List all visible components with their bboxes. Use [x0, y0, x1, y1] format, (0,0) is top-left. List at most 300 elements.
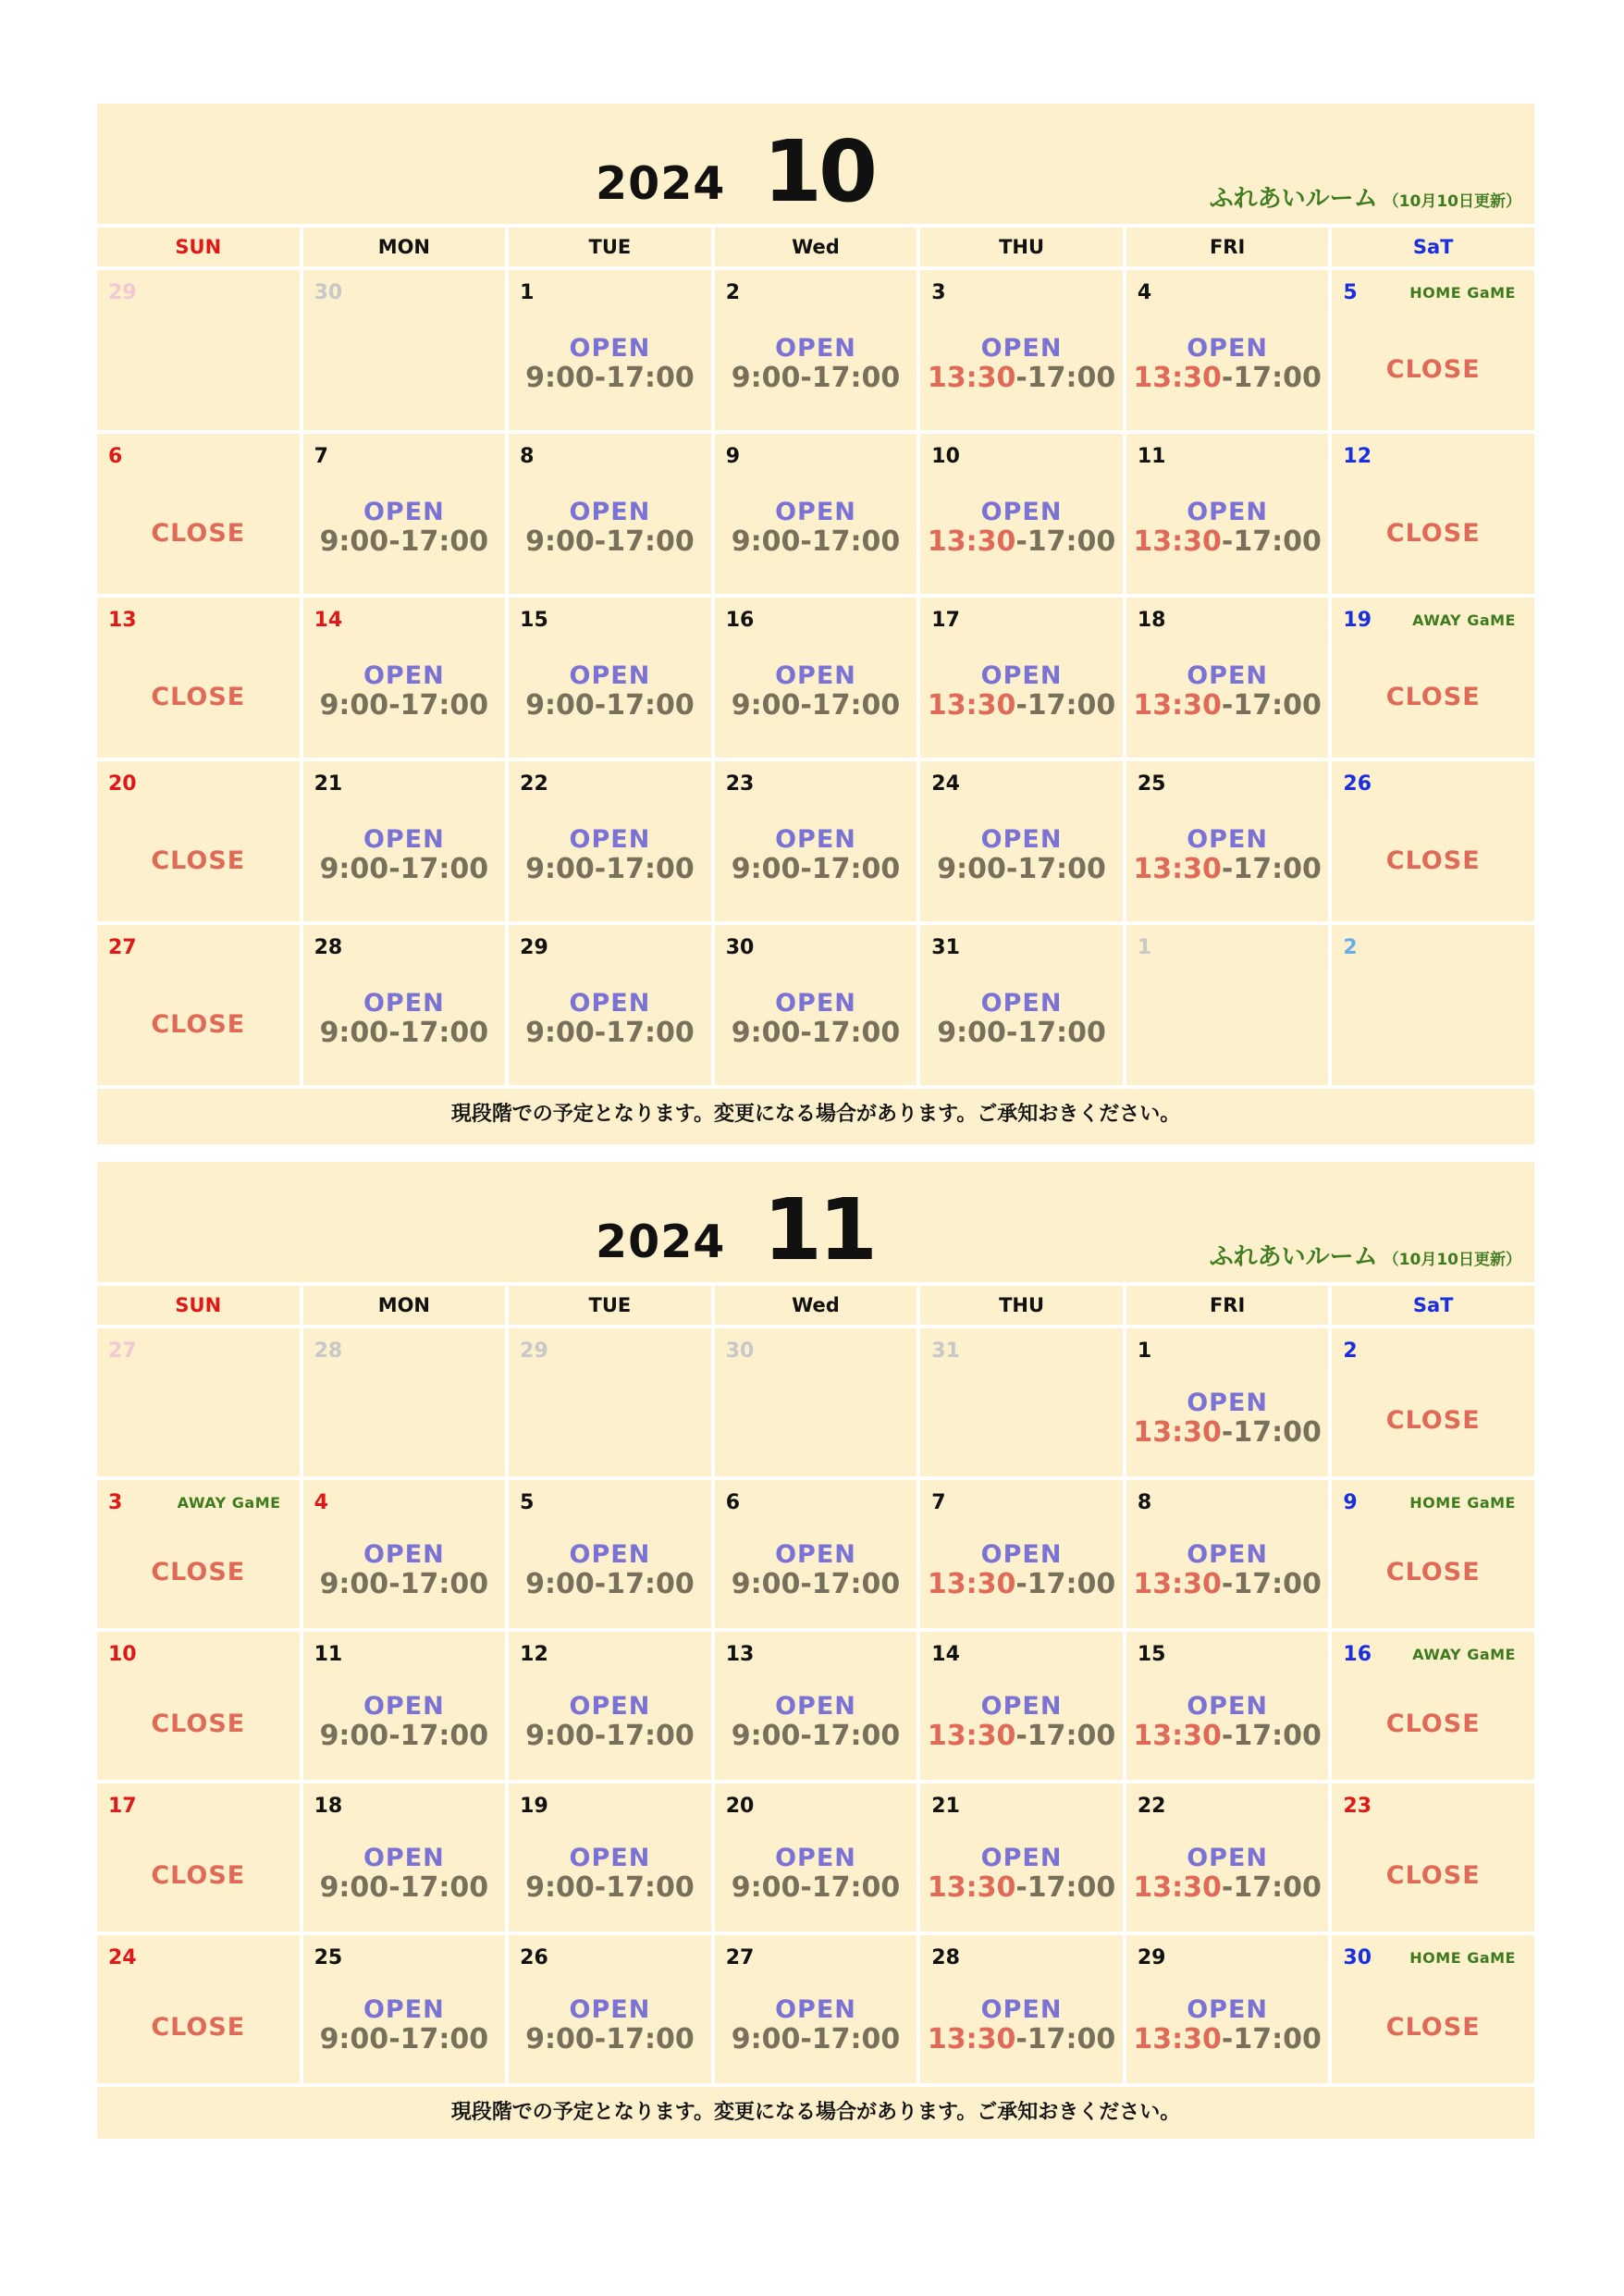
start-time: 9:00: [731, 1871, 801, 1904]
day-number: 3: [108, 1491, 123, 1514]
time-separator: -: [1005, 853, 1018, 885]
open-label: OPEN: [363, 661, 445, 690]
start-time: 9:00: [731, 525, 801, 558]
day-cell: [1126, 925, 1329, 1085]
day-cell: [509, 1480, 711, 1628]
day-cell: [97, 598, 300, 758]
calendar-month: 10: [763, 122, 875, 221]
day-cell: [1126, 434, 1329, 594]
day-number: 19: [520, 1795, 548, 1818]
day-cell: [1126, 598, 1329, 758]
end-time: 17:00: [811, 525, 901, 558]
open-label: OPEN: [980, 661, 1063, 690]
day-number: 6: [108, 445, 123, 468]
close-label: CLOSE: [151, 1010, 246, 1039]
end-time: 17:00: [811, 362, 901, 394]
open-hours: [509, 1693, 711, 1752]
day-cell: [97, 1784, 300, 1932]
time-separator: -: [1221, 362, 1234, 394]
start-time: 13:30: [1133, 362, 1222, 394]
end-time: 17:00: [1233, 689, 1322, 722]
day-cell: [920, 270, 1123, 430]
hours-range: [920, 526, 1123, 558]
hours-range: [509, 1569, 711, 1600]
end-time: 17:00: [400, 853, 489, 885]
open-label: OPEN: [775, 334, 856, 363]
day-number: 23: [1343, 1795, 1372, 1818]
day-number: 24: [108, 1946, 137, 1969]
room-label: [1210, 1238, 1521, 1272]
close-label: CLOSE: [1385, 1710, 1481, 1738]
day-cell: [303, 270, 506, 430]
start-time: 13:30: [927, 2023, 1016, 2055]
day-number: 17: [108, 1795, 137, 1818]
hours-range: [715, 1872, 917, 1904]
open-label: OPEN: [775, 1995, 856, 2024]
hours-range: [509, 690, 711, 722]
day-number: 28: [931, 1946, 960, 1969]
start-time: 13:30: [1133, 853, 1222, 885]
hours-range: [509, 2024, 711, 2055]
day-cell: [303, 1328, 506, 1476]
weekday-header: MON: [303, 1286, 506, 1325]
end-time: 17:00: [811, 2023, 901, 2055]
end-time: 17:00: [811, 1568, 901, 1600]
day-cell: [1332, 1480, 1534, 1628]
close-label: CLOSE: [151, 1558, 246, 1586]
open-label: OPEN: [569, 989, 651, 1018]
day-cell: [715, 1632, 917, 1780]
open-label: OPEN: [363, 989, 445, 1018]
open-hours: [1126, 499, 1329, 558]
day-cell: [920, 598, 1123, 758]
start-time: 9:00: [731, 853, 801, 885]
day-number: 10: [108, 1643, 137, 1666]
time-separator: -: [388, 1017, 400, 1049]
day-number: 22: [520, 772, 548, 796]
time-separator: -: [800, 1017, 812, 1049]
close-label: CLOSE: [1385, 683, 1481, 711]
open-label: OPEN: [980, 1995, 1063, 2024]
hours-range: [715, 2024, 917, 2055]
open-hours: [715, 1996, 917, 2055]
day-number: 16: [725, 609, 755, 632]
day-number: 5: [520, 1491, 535, 1514]
open-hours: [509, 335, 711, 394]
day-cell: [509, 270, 711, 430]
time-separator: -: [388, 525, 400, 558]
weekday-header: MON: [303, 228, 506, 266]
open-hours: [920, 499, 1123, 558]
time-separator: -: [1221, 1416, 1234, 1449]
start-time: 13:30: [1133, 1568, 1222, 1600]
start-time: 9:00: [525, 362, 595, 394]
hours-range: [1126, 526, 1329, 558]
open-hours: [509, 1541, 711, 1600]
start-time: 9:00: [731, 1017, 801, 1049]
day-cell: [1126, 1784, 1329, 1932]
open-hours: [920, 335, 1123, 394]
end-time: 17:00: [1027, 1568, 1116, 1600]
time-separator: -: [1005, 1017, 1018, 1049]
hours-range: [303, 1018, 506, 1049]
day-cell: [715, 434, 917, 594]
open-label: OPEN: [363, 1844, 445, 1872]
end-time: 17:00: [1027, 1871, 1116, 1904]
open-label: OPEN: [569, 1540, 651, 1569]
open-hours: [509, 662, 711, 722]
time-separator: -: [800, 1720, 812, 1752]
day-cell: [1332, 1328, 1534, 1476]
day-number: 14: [314, 609, 343, 632]
end-time: 17:00: [1233, 1720, 1322, 1752]
end-time: 17:00: [811, 689, 901, 722]
day-cell: [97, 270, 300, 430]
start-time: 9:00: [525, 525, 595, 558]
start-time: 13:30: [1133, 2023, 1222, 2055]
open-label: OPEN: [1187, 334, 1269, 363]
time-separator: -: [800, 2023, 812, 2055]
weekday-header: SUN: [97, 228, 300, 266]
open-label: OPEN: [980, 1844, 1063, 1872]
day-cell: [1332, 1632, 1534, 1780]
day-number: 29: [108, 281, 137, 304]
time-separator: -: [594, 1720, 607, 1752]
day-cell: [509, 925, 711, 1085]
hours-range: [1126, 2024, 1329, 2055]
open-label: OPEN: [775, 1844, 856, 1872]
day-cell: [303, 1784, 506, 1932]
calendar-year: 2024: [596, 157, 726, 210]
start-time: 9:00: [525, 853, 595, 885]
close-label: CLOSE: [1385, 846, 1481, 875]
calendar-month: 11: [763, 1180, 875, 1279]
hours-range: [920, 1018, 1123, 1049]
end-time: 17:00: [811, 1017, 901, 1049]
end-time: 17:00: [1233, 1871, 1322, 1904]
open-hours: [715, 826, 917, 885]
day-number: 24: [931, 772, 960, 796]
hours-range: [509, 363, 711, 394]
end-time: 17:00: [606, 2023, 695, 2055]
day-number: 28: [314, 936, 343, 959]
hours-range: [303, 690, 506, 722]
weekday-header: THU: [920, 228, 1123, 266]
hours-range: [1126, 363, 1329, 394]
day-number: 26: [520, 1946, 548, 1969]
start-time: 9:00: [525, 2023, 595, 2055]
day-cell: [1126, 1480, 1329, 1628]
start-time: 9:00: [937, 1017, 1006, 1049]
time-separator: -: [800, 1568, 812, 1600]
open-hours: [303, 1693, 506, 1752]
day-cell: [97, 925, 300, 1085]
day-number: 26: [1343, 772, 1372, 796]
time-separator: -: [1015, 1871, 1027, 1904]
start-time: 9:00: [525, 1017, 595, 1049]
open-hours: [1126, 1389, 1329, 1449]
day-number: 11: [1137, 445, 1166, 468]
end-time: 17:00: [1233, 1416, 1322, 1449]
calendar-header: [97, 1162, 1534, 1282]
start-time: 9:00: [525, 1720, 595, 1752]
hours-range: [303, 526, 506, 558]
open-hours: [920, 1693, 1123, 1752]
hours-range: [1126, 1417, 1329, 1449]
close-label: CLOSE: [1385, 1558, 1481, 1586]
weekday-header: SaT: [1332, 228, 1534, 266]
day-cell: [715, 1935, 917, 2083]
schedule-note: 現段階での予定となります。変更になる場合があります。ご承知おきください。: [450, 1103, 1181, 1126]
time-separator: -: [388, 1871, 400, 1904]
day-number: 25: [314, 1946, 343, 1969]
open-hours: [1126, 1996, 1329, 2055]
open-label: OPEN: [569, 661, 651, 690]
day-cell: [97, 761, 300, 921]
day-cell: [715, 270, 917, 430]
start-time: 9:00: [731, 1720, 801, 1752]
day-cell: [509, 598, 711, 758]
schedule-note: 現段階での予定となります。変更になる場合があります。ご承知おきください。: [450, 2101, 1181, 2124]
hours-range: [920, 2024, 1123, 2055]
open-hours: [509, 990, 711, 1049]
start-time: 9:00: [319, 853, 389, 885]
open-hours: [920, 826, 1123, 885]
start-time: 13:30: [1133, 689, 1222, 722]
close-label: CLOSE: [1385, 519, 1481, 548]
day-cell: [303, 434, 506, 594]
open-label: OPEN: [775, 989, 856, 1018]
day-cell: [1332, 761, 1534, 921]
start-time: 9:00: [319, 525, 389, 558]
end-time: 17:00: [1027, 2023, 1116, 2055]
day-number: 30: [314, 281, 343, 304]
calendar-november: [97, 1162, 1534, 2139]
time-separator: -: [388, 689, 400, 722]
start-time: 9:00: [731, 1568, 801, 1600]
day-number: 27: [725, 1946, 755, 1969]
day-number: 2: [1343, 936, 1358, 959]
open-hours: [920, 990, 1123, 1049]
hours-range: [303, 854, 506, 885]
hours-range: [1126, 1721, 1329, 1752]
day-cell: [715, 1328, 917, 1476]
day-cell: [920, 434, 1123, 594]
time-separator: -: [594, 2023, 607, 2055]
hours-range: [715, 1018, 917, 1049]
weekday-header: SUN: [97, 1286, 300, 1325]
open-hours: [920, 1541, 1123, 1600]
end-time: 17:00: [606, 525, 695, 558]
day-number: 29: [1137, 1946, 1166, 1969]
start-time: 13:30: [927, 362, 1016, 394]
open-hours: [715, 662, 917, 722]
game-tag: AWAY GaME: [177, 1494, 281, 1512]
hours-range: [715, 1569, 917, 1600]
day-number: 13: [108, 609, 137, 632]
weekday-header: FRI: [1126, 228, 1329, 266]
day-number: 14: [931, 1643, 960, 1666]
day-cell: [97, 1328, 300, 1476]
day-cell: [920, 1480, 1123, 1628]
start-time: 9:00: [731, 2023, 801, 2055]
day-cell: [1126, 1632, 1329, 1780]
start-time: 13:30: [927, 1720, 1016, 1752]
start-time: 9:00: [731, 362, 801, 394]
hours-range: [303, 1569, 506, 1600]
open-hours: [509, 1996, 711, 2055]
open-hours: [715, 335, 917, 394]
day-number: 8: [1137, 1491, 1152, 1514]
time-separator: -: [800, 362, 812, 394]
weekday-header: FRI: [1126, 1286, 1329, 1325]
start-time: 9:00: [525, 1871, 595, 1904]
day-number: 5: [1343, 281, 1358, 304]
day-cell: [1332, 434, 1534, 594]
day-cell: [920, 761, 1123, 921]
end-time: 17:00: [1017, 853, 1106, 885]
time-separator: -: [388, 2023, 400, 2055]
end-time: 17:00: [1027, 362, 1116, 394]
day-cell: [1126, 1328, 1329, 1476]
end-time: 17:00: [606, 1871, 695, 1904]
open-hours: [715, 1541, 917, 1600]
day-number: 20: [108, 772, 137, 796]
hours-range: [920, 1872, 1123, 1904]
open-label: OPEN: [569, 1995, 651, 2024]
time-separator: -: [800, 525, 812, 558]
time-separator: -: [1015, 1720, 1027, 1752]
open-hours: [303, 1996, 506, 2055]
end-time: 17:00: [1233, 525, 1322, 558]
day-cell: [715, 1784, 917, 1932]
time-separator: -: [1015, 2023, 1027, 2055]
open-label: OPEN: [980, 989, 1063, 1018]
day-cell: [1126, 270, 1329, 430]
start-time: 13:30: [1133, 525, 1222, 558]
day-number: 25: [1137, 772, 1166, 796]
room-label: [1210, 179, 1521, 214]
time-separator: -: [388, 1720, 400, 1752]
hours-range: [920, 854, 1123, 885]
day-cell: [1332, 1935, 1534, 2083]
hours-range: [1126, 1872, 1329, 1904]
end-time: 17:00: [1027, 689, 1116, 722]
time-separator: -: [1015, 525, 1027, 558]
day-cell: [1332, 925, 1534, 1085]
time-separator: -: [1015, 362, 1027, 394]
end-time: 17:00: [400, 1017, 489, 1049]
hours-range: [509, 526, 711, 558]
day-number: 30: [725, 1339, 755, 1363]
day-number: 9: [725, 445, 741, 468]
day-number: 29: [520, 1339, 548, 1363]
day-cell: [920, 925, 1123, 1085]
start-time: 9:00: [731, 689, 801, 722]
day-number: 27: [108, 1339, 137, 1363]
start-time: 13:30: [927, 525, 1016, 558]
open-label: OPEN: [363, 498, 445, 526]
open-hours: [715, 990, 917, 1049]
start-time: 13:30: [1133, 1871, 1222, 1904]
day-cell: [920, 1632, 1123, 1780]
open-label: OPEN: [775, 661, 856, 690]
day-number: 20: [725, 1795, 755, 1818]
hours-range: [715, 526, 917, 558]
day-number: 18: [314, 1795, 343, 1818]
calendar-grid: [97, 1282, 1534, 2087]
open-label: OPEN: [363, 1692, 445, 1721]
hours-range: [715, 1721, 917, 1752]
hours-range: [1126, 690, 1329, 722]
end-time: 17:00: [400, 1720, 489, 1752]
open-hours: [1126, 826, 1329, 885]
hours-range: [920, 363, 1123, 394]
time-separator: -: [1015, 1568, 1027, 1600]
end-time: 17:00: [606, 853, 695, 885]
day-cell: [715, 1480, 917, 1628]
end-time: 17:00: [400, 1568, 489, 1600]
room-name: ふれあいルーム: [1209, 1243, 1378, 1271]
day-cell: [1126, 761, 1329, 921]
weekday-header: Wed: [715, 228, 917, 266]
day-cell: [97, 1632, 300, 1780]
end-time: 17:00: [400, 689, 489, 722]
hours-range: [303, 1721, 506, 1752]
day-cell: [303, 1935, 506, 2083]
day-number: 10: [931, 445, 960, 468]
hours-range: [1126, 854, 1329, 885]
time-separator: -: [594, 689, 607, 722]
time-separator: -: [1221, 1871, 1234, 1904]
hours-range: [509, 854, 711, 885]
close-label: CLOSE: [151, 683, 246, 711]
day-cell: [920, 1935, 1123, 2083]
time-separator: -: [388, 853, 400, 885]
close-label: CLOSE: [151, 2013, 246, 2042]
open-hours: [509, 499, 711, 558]
time-separator: -: [1221, 1720, 1234, 1752]
open-label: OPEN: [1187, 1995, 1269, 2024]
hours-range: [1126, 1569, 1329, 1600]
end-time: 17:00: [1233, 2023, 1322, 2055]
day-number: 31: [931, 936, 960, 959]
day-cell: [97, 1935, 300, 2083]
start-time: 9:00: [319, 1017, 389, 1049]
day-number: 12: [520, 1643, 548, 1666]
time-separator: -: [1015, 689, 1027, 722]
day-number: 23: [725, 772, 755, 796]
day-number: 31: [931, 1339, 960, 1363]
weekday-header: TUE: [509, 228, 711, 266]
day-number: 7: [931, 1491, 946, 1514]
open-hours: [303, 1541, 506, 1600]
end-time: 17:00: [1233, 1568, 1322, 1600]
open-hours: [303, 990, 506, 1049]
end-time: 17:00: [1233, 853, 1322, 885]
open-label: OPEN: [775, 1540, 856, 1569]
time-separator: -: [388, 1568, 400, 1600]
time-separator: -: [800, 1871, 812, 1904]
hours-range: [920, 1569, 1123, 1600]
close-label: CLOSE: [1385, 355, 1481, 384]
close-label: CLOSE: [151, 846, 246, 875]
day-number: 8: [520, 445, 535, 468]
day-cell: [303, 1480, 506, 1628]
open-label: OPEN: [775, 825, 856, 854]
time-separator: -: [1221, 525, 1234, 558]
time-separator: -: [594, 362, 607, 394]
